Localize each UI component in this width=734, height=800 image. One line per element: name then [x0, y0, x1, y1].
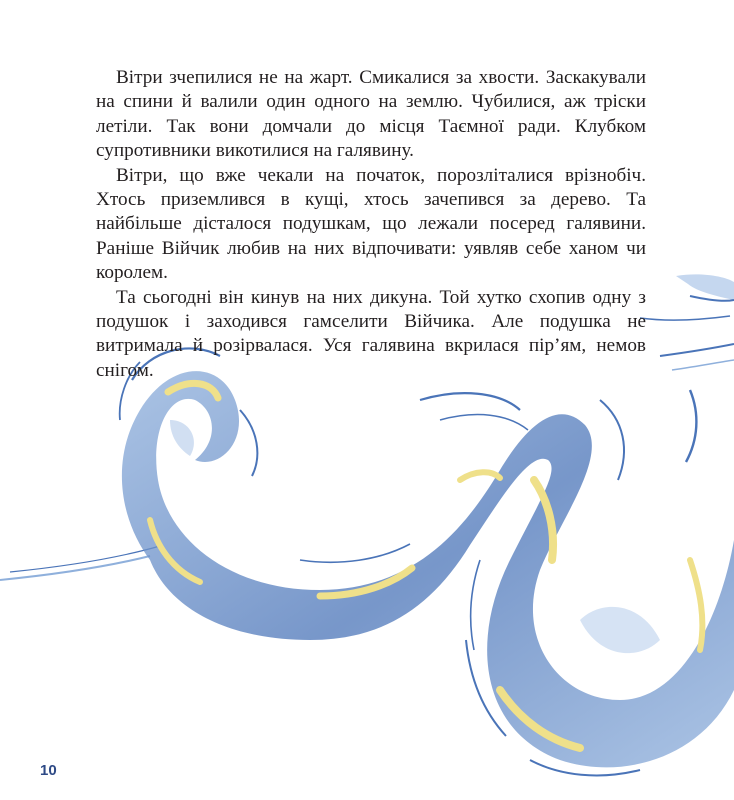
wind-band-main: [122, 371, 734, 767]
wind-wash: [170, 420, 194, 456]
wind-stroke: [471, 560, 480, 650]
wind-stroke: [300, 544, 410, 562]
wind-highlight: [690, 560, 702, 650]
wind-wash: [580, 607, 660, 653]
wind-stroke: [600, 400, 624, 480]
wind-stroke: [240, 410, 257, 476]
wind-wisp: [640, 316, 730, 320]
story-paragraph: Вітри зчепилися не на жарт. Смикалися за хвости. Заскакували на спини й валили один одного на землю. Чубилися, аж тріски летіли. Так вони домчали до місця Таємної ради. Клубком супротивники викотилися на галявину.: [96, 67, 646, 162]
wind-stroke: [686, 390, 696, 462]
wind-stroke: [420, 393, 520, 410]
story-paragraph: Та сьогодні він кинув на них дикуна. Той хутко схопив одну з подушок і заходився гамселити Війчика. Але подушка не витримала й розірвалася. Уся галявина вкрилася пір’ям, немов снігом.: [96, 286, 646, 381]
wind-stroke: [440, 415, 528, 430]
wind-wisp: [672, 360, 734, 370]
wind-wisp: [676, 274, 734, 300]
wind-wisp: [660, 344, 734, 356]
story-text: [96, 66, 646, 383]
wind-streak: [0, 556, 150, 580]
story-paragraph: Вітри, що вже чекали на початок, порозліталися врізнобіч. Хтось приземлився в кущі, хтось зачепився за дерево. Та найбільше дісталося подушкам, що лежали посеред галявини. Раніше Війчик любив на них відпочивати: уявляв себе ханом чи королем.: [96, 164, 646, 284]
page-number: 10: [40, 762, 57, 779]
wind-highlight: [460, 472, 500, 480]
